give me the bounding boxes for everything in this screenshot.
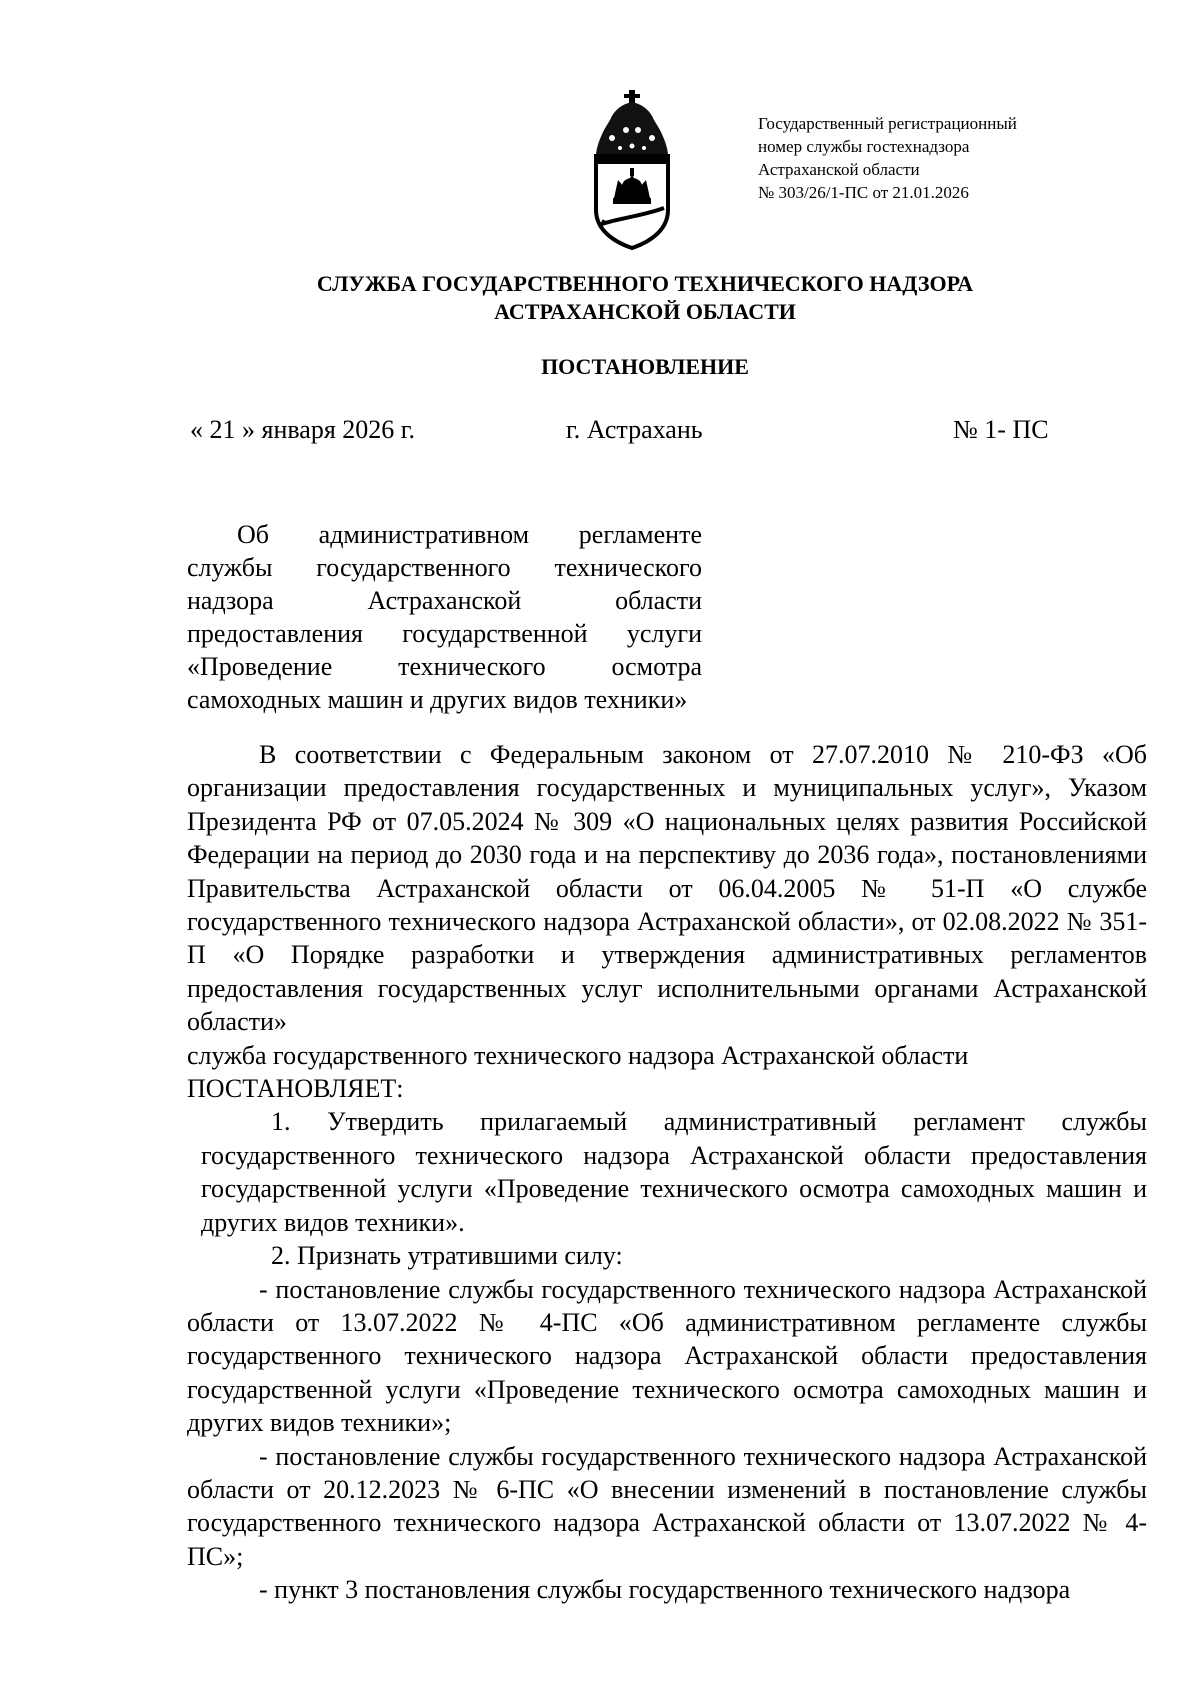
registration-line: Государственный регистрационный [758,114,1017,133]
clause-2-item: - постановление службы государственного технического надзора Астраханской области от 13.07.2022 № 4-ПС «Об административном регламенте службы государственного технического надзора Астраханской области предоставления государственной услуги «Проведение технического осмотра самоходных машин и других видов техники»; [187,1274,1147,1438]
registration-stamp [758,112,1118,204]
organization-title [150,270,1140,326]
document-body [187,738,1147,1607]
document-type: ПОСТАНОВЛЕНИЕ [541,354,749,379]
resolves-line: ПОСТАНОВЛЯЕТ: [187,1074,404,1104]
issuer-line: служба государственного технического надзора Астраханской области [187,1040,969,1070]
registration-number: № 303/26/1-ПС от 21.01.2026 [758,183,969,202]
document-number: № 1- ПС [953,415,1049,444]
clause-2: 2. Признать утратившими силу: [271,1241,623,1271]
registration-line: номер службы гостехнадзора [758,137,970,156]
organization-title-line: СЛУЖБА ГОСУДАРСТВЕННОГО ТЕХНИЧЕСКОГО НАДЗОРА [316,271,974,296]
registration-line: Астраханской области [758,160,920,179]
document-subject: Об административном регламенте службы государственного технического надзора Астраханской области предоставления государственной услуги «Проведение технического осмотра самоходных машин и других видов техники» [187,520,702,714]
clause-2-item: - пункт 3 постановления службы государственного технического надзора [259,1575,1071,1605]
organization-title-line: АСТРАХАНСКОЙ ОБЛАСТИ [494,299,796,324]
document-city: г. Астрахань [566,415,703,444]
clause-1: 1. Утвердить прилагаемый административный регламент службы государственного технического надзора Астраханской области предоставления государственной услуги «Проведение технического осмотра самоходных машин и других видов техники». [201,1107,1147,1237]
preamble-paragraph: В соответствии с Федеральным законом от 27.07.2010 № 210-ФЗ «Об организации предоставления государственных и муниципальных услуг», Указом Президента РФ от 07.05.2024 № 309 «О национальных целях развития Российской Федерации на период до 2030 года и на перспективу до 2036 года», постановлениями Правительства Астраханской области от 06.04.2005 № 51-П «О службе государственного технического надзора Астраханской области», от 02.08.2022 № 351-П «О Порядке разработки и утверждения административных регламентов предоставления государственных услуг исполнительными органами Астраханской области» [187,740,1147,1037]
coat-of-arms-emblem [582,90,682,250]
document-date: « 21 » января 2026 г. [190,415,416,444]
clause-2-item: - постановление службы государственного технического надзора Астраханской области от 20.12.2023 № 6-ПС «О внесении изменений в постановление службы государственного технического надзора Астраханской области от 13.07.2022 № 4-ПС»; [187,1441,1147,1571]
